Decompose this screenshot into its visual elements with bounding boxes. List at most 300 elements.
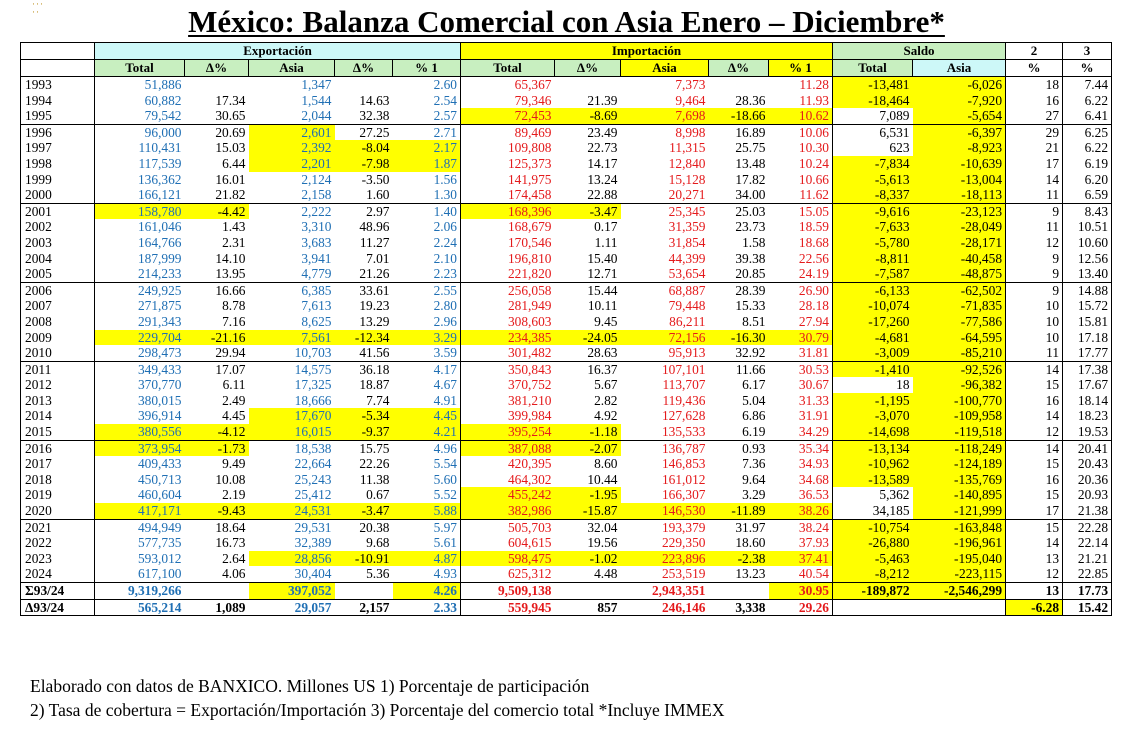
saldo-group-header: Saldo <box>833 43 1006 60</box>
trade-share-cell: 19.53 <box>1063 424 1112 440</box>
import-asia-delta-cell: 28.39 <box>709 282 769 298</box>
import-asia-delta-cell: 23.73 <box>735 219 766 235</box>
export-asia-cell: 7,613 <box>301 298 332 314</box>
col2-subheader: % <box>1006 60 1063 77</box>
import-asia-cell: 25,345 <box>621 203 709 219</box>
saldo-asia-cell: -77,586 <box>913 314 1006 330</box>
saldo-total-cell: 6,531 <box>833 124 913 140</box>
export-total-cell: 417,171 <box>95 503 185 519</box>
export-delta-cell: -4.42 <box>185 203 249 219</box>
export-total-cell: 229,704 <box>95 330 185 346</box>
trade-share-cell: 17.67 <box>1063 377 1112 393</box>
import-total-cell: 196,810 <box>461 251 555 267</box>
import-asia-cell: 146,530 <box>621 503 709 519</box>
export-asia-cell: 25,412 <box>294 487 332 503</box>
export-share-cell: 1.56 <box>393 172 461 188</box>
export-asia-delta-cell: 0.67 <box>366 487 390 503</box>
import-delta-cell: -1.02 <box>555 551 621 567</box>
import-asia-cell: 20,271 <box>668 187 706 203</box>
import-share-cell: 27.94 <box>769 314 833 330</box>
export-asia-delta-cell: 14.63 <box>359 92 390 108</box>
import-asia-cell: 8,998 <box>621 124 709 140</box>
export-total-cell: 349,433 <box>95 361 185 377</box>
export-total-cell: 187,999 <box>95 251 185 267</box>
import-asia-cell: 12,840 <box>668 155 706 171</box>
import-asia-delta-cell: 32.92 <box>735 345 766 361</box>
import-delta-cell: 5.67 <box>594 377 618 393</box>
coverage-rate-cell: 14 <box>1006 361 1063 377</box>
trade-share-cell: 18.23 <box>1063 408 1112 424</box>
trade-share-cell: 6.22 <box>1063 140 1112 156</box>
export-total-cell: 370,770 <box>95 377 185 393</box>
import-asia-cell: 68,887 <box>621 282 709 298</box>
import-asia-cell: 31,854 <box>668 234 706 250</box>
saldo-asia-cell: -10,639 <box>913 156 1006 172</box>
year-cell: 2011 <box>21 361 95 377</box>
table-row <box>21 393 1112 409</box>
trade-share-cell: 15.42 <box>1063 599 1112 616</box>
export-share-cell: 2.06 <box>393 219 461 235</box>
import-share-cell: 31.81 <box>769 345 833 361</box>
saldo-total-cell: -13,589 <box>833 472 913 488</box>
import-asia-delta-cell: 11.66 <box>709 361 769 377</box>
import-delta-cell: -3.47 <box>555 203 621 219</box>
import-asia-delta-cell: 5.04 <box>742 392 766 408</box>
saldo-asia-cell: -92,526 <box>913 361 1006 377</box>
coverage-rate-cell: 12 <box>1006 566 1063 582</box>
saldo-total-cell: -6,133 <box>833 282 913 298</box>
import-delta-cell: 2.82 <box>594 392 618 408</box>
coverage-rate-cell: 12 <box>1006 424 1063 440</box>
table-row <box>21 235 1112 251</box>
import-asia-cell: 72,156 <box>621 330 709 346</box>
export-asia-delta-cell: 2,157 <box>335 599 393 616</box>
saldo-total-cell: 7,089 <box>833 108 913 124</box>
coverage-rate-cell: 14 <box>1006 535 1063 551</box>
import-delta-cell: 8.60 <box>594 456 618 472</box>
export-total-cell: 577,735 <box>95 535 185 551</box>
trade-share-cell: 6.20 <box>1063 172 1112 188</box>
import-asia-cell: 7,373 <box>621 77 709 93</box>
export-total-cell: 271,875 <box>95 298 185 314</box>
export-asia-cell: 1,347 <box>249 77 335 93</box>
export-share-cell: 4.21 <box>393 424 461 440</box>
export-asia-delta-cell: 48.96 <box>359 219 390 235</box>
import-total-cell: 301,482 <box>461 345 555 361</box>
saldo-total-cell: 5,362 <box>833 487 913 503</box>
export-asia-cell: 3,683 <box>301 234 332 250</box>
year-cell: 2015 <box>21 424 95 440</box>
import-total-cell: 420,395 <box>461 456 555 472</box>
table-row <box>21 156 1112 172</box>
export-total-cell: 450,713 <box>95 472 185 488</box>
import-total-cell: 170,546 <box>461 235 555 251</box>
export-total-cell: 565,214 <box>95 599 185 616</box>
import-total-cell: 141,975 <box>461 172 555 188</box>
year-cell: 2009 <box>21 330 95 346</box>
export-share-cell: 5.52 <box>393 487 461 503</box>
export-asia-cell: 3,941 <box>301 250 332 266</box>
trade-share-cell: 20.36 <box>1063 472 1112 488</box>
table-row <box>21 440 1112 456</box>
saldo-total-cell: -9,616 <box>833 203 913 219</box>
import-asia-delta-cell: 25.75 <box>735 140 766 156</box>
import-share-cell: 30.95 <box>769 583 833 600</box>
import-delta-cell: 23.49 <box>555 124 621 140</box>
import-asia-delta-cell: 8.51 <box>742 313 766 329</box>
export-asia-cell: 2,158 <box>301 187 332 203</box>
import-asia-cell: 107,101 <box>621 361 709 377</box>
import-total-cell: 221,820 <box>461 266 555 282</box>
table-row <box>21 472 1112 488</box>
coverage-rate-cell: 14 <box>1006 408 1063 424</box>
export-delta-cell: 15.03 <box>215 140 246 156</box>
export-asia-delta-cell: 21.26 <box>359 266 390 282</box>
import-delta-cell: 28.63 <box>587 345 618 361</box>
saldo-total-cell: 623 <box>833 140 913 156</box>
trade-share-cell: 17.38 <box>1063 361 1112 377</box>
import-asia-cell: 15,128 <box>668 171 706 187</box>
export-total-cell: 396,914 <box>95 408 185 424</box>
import-total-cell: 109,808 <box>461 140 555 156</box>
table-row <box>21 187 1112 203</box>
export-delta-cell: 20.69 <box>185 124 249 140</box>
import-asia-cell: 2,943,351 <box>621 583 709 600</box>
import-share-cell: 30.79 <box>769 330 833 346</box>
export-share-cell: 5.60 <box>393 472 461 488</box>
saldo-total-cell: 34,185 <box>833 503 913 519</box>
trade-share-cell: 6.41 <box>1063 108 1112 124</box>
export-asia-delta-cell: -12.34 <box>335 330 393 346</box>
export-share-cell: 1.30 <box>393 187 461 203</box>
import-asia-delta-cell: -18.66 <box>709 108 769 124</box>
import-delta-cell: 4.48 <box>594 566 618 582</box>
export-asia-delta-cell: -8.04 <box>335 140 393 156</box>
export-asia-delta-cell: 7.74 <box>366 392 390 408</box>
import-asia-cell: 95,913 <box>668 345 706 361</box>
saldo-asia-cell: -13,004 <box>913 172 1006 188</box>
import-delta-cell: 10.11 <box>587 298 618 314</box>
export-delta-cell: 2.49 <box>222 392 246 408</box>
export-asia-delta-cell: -9.37 <box>335 424 393 440</box>
export-share-cell: 4.17 <box>393 361 461 377</box>
export-total-cell: 494,949 <box>95 519 185 535</box>
saldo-total-cell: -5,613 <box>833 172 913 188</box>
export-asia-delta-cell: -7.98 <box>335 156 393 172</box>
export-asia-delta-cell: -3.50 <box>361 171 390 187</box>
export-share-cell: 3.29 <box>393 330 461 346</box>
year-cell: 2019 <box>21 487 95 503</box>
export-asia-delta-cell: 22.26 <box>359 456 390 472</box>
table-row <box>21 566 1112 582</box>
export-delta-cell: -9.43 <box>185 503 249 519</box>
saldo-total-cell: -5,463 <box>833 551 913 567</box>
import-asia-delta-cell <box>709 77 769 93</box>
export-asia-cell: 7,561 <box>249 330 335 346</box>
coverage-rate-cell: 15 <box>1006 456 1063 472</box>
export-share-cell: 4.26 <box>393 583 461 600</box>
year-cell: 1995 <box>21 108 95 124</box>
import-share-cell: 11.62 <box>769 187 833 203</box>
import-total-cell: 559,945 <box>461 599 555 616</box>
year-cell: 2020 <box>21 503 95 519</box>
export-share-cell: 4.87 <box>393 551 461 567</box>
export-total-cell: 117,539 <box>95 156 185 172</box>
export-delta-cell: 1.43 <box>222 219 246 235</box>
export-total-cell: 9,319,266 <box>95 583 185 600</box>
export-share-cell: 2.96 <box>393 314 461 330</box>
table-row <box>21 298 1112 314</box>
year-cell: 2007 <box>21 298 95 314</box>
imp-delta-subheader: Δ% <box>555 60 621 77</box>
import-asia-delta-cell: 25.03 <box>709 203 769 219</box>
coverage-rate-cell: 10 <box>1006 330 1063 346</box>
trade-share-cell: 20.43 <box>1063 456 1112 472</box>
table-row <box>21 77 1112 93</box>
table-row <box>21 361 1112 377</box>
import-total-cell: 79,346 <box>461 93 555 109</box>
export-total-cell: 617,100 <box>95 566 185 582</box>
import-total-cell: 464,302 <box>461 472 555 488</box>
year-subheader <box>21 60 95 77</box>
import-total-cell: 370,752 <box>461 377 555 393</box>
export-asia-delta-cell: 27.25 <box>335 124 393 140</box>
saldo-asia-cell: -48,875 <box>913 266 1006 282</box>
trade-share-cell: 18.14 <box>1063 393 1112 409</box>
coverage-rate-cell: 11 <box>1006 187 1063 203</box>
saldo-total-cell: -13,134 <box>833 440 913 456</box>
import-total-cell: 455,242 <box>461 487 555 503</box>
export-delta-cell: 16.01 <box>215 171 246 187</box>
import-asia-delta-cell: 6.86 <box>742 408 766 424</box>
imp-total-subheader: Total <box>461 60 555 77</box>
saldo-asia-cell: -118,249 <box>913 440 1006 456</box>
import-asia-delta-cell: 16.89 <box>709 124 769 140</box>
trade-share-cell: 10.51 <box>1063 219 1112 235</box>
import-asia-delta-cell: 6.17 <box>742 377 766 393</box>
import-group-header: Importación <box>461 43 833 60</box>
import-total-cell: 9,509,138 <box>461 583 555 600</box>
trade-share-cell: 15.81 <box>1063 314 1112 330</box>
coverage-rate-cell: 11 <box>1006 345 1063 361</box>
trade-share-cell: 21.21 <box>1063 551 1112 567</box>
export-asia-cell: 2,201 <box>249 156 335 172</box>
export-asia-cell: 22,664 <box>294 456 332 472</box>
year-cell: 2004 <box>21 251 95 267</box>
import-total-cell: 308,603 <box>461 314 555 330</box>
import-delta-cell <box>555 77 621 93</box>
trade-share-cell: 14.88 <box>1063 282 1112 298</box>
export-total-cell: 96,000 <box>95 124 185 140</box>
trade-share-cell: 7.44 <box>1063 77 1112 93</box>
coverage-rate-cell: 21 <box>1006 140 1063 156</box>
export-share-cell: 3.59 <box>393 345 461 361</box>
export-share-cell: 2.60 <box>393 77 461 93</box>
import-asia-cell: 53,654 <box>668 266 706 282</box>
export-delta-cell: 17.34 <box>215 92 246 108</box>
import-share-cell: 31.91 <box>769 408 833 424</box>
table-row <box>21 345 1112 361</box>
saldo-asia-cell: -28,049 <box>913 219 1006 235</box>
table-row <box>21 93 1112 109</box>
saldo-asia-cell: -196,961 <box>913 535 1006 551</box>
year-cell: 2022 <box>21 535 95 551</box>
export-asia-cell: 18,538 <box>249 440 335 456</box>
saldo-asia-cell: -121,999 <box>913 503 1006 519</box>
export-total-cell: 214,233 <box>95 266 185 282</box>
saldo-total-cell: -3,070 <box>833 408 913 424</box>
export-asia-delta-cell: -5.34 <box>335 408 393 424</box>
import-share-cell: 38.26 <box>769 503 833 519</box>
coverage-rate-cell: 11 <box>1006 219 1063 235</box>
trade-share-cell: 17.77 <box>1063 345 1112 361</box>
export-asia-cell: 6,385 <box>249 282 335 298</box>
import-share-cell: 10.06 <box>769 124 833 140</box>
table-row <box>21 377 1112 393</box>
table-row <box>21 203 1112 219</box>
saldo-total-cell: -17,260 <box>833 314 913 330</box>
col2-header: 2 <box>1006 43 1063 60</box>
import-share-cell: 40.54 <box>769 566 833 582</box>
year-cell: 2018 <box>21 472 95 488</box>
import-delta-cell: -15.87 <box>555 503 621 519</box>
saldo-total-cell: -13,481 <box>833 77 913 93</box>
exp-delta-subheader: Δ% <box>185 60 249 77</box>
export-asia-delta-cell: 1.60 <box>366 187 390 203</box>
import-share-cell: 18.68 <box>769 235 833 251</box>
trade-balance-table <box>20 42 1112 616</box>
coverage-rate-cell: 13 <box>1006 551 1063 567</box>
trade-share-cell: 13.40 <box>1063 266 1112 282</box>
import-delta-cell: 32.04 <box>555 519 621 535</box>
export-asia-delta-cell: 7.01 <box>366 250 390 266</box>
import-delta-cell: 14.17 <box>587 155 618 171</box>
import-share-cell: 10.66 <box>769 172 833 188</box>
coverage-rate-cell: 14 <box>1006 440 1063 456</box>
import-asia-cell: 136,787 <box>621 440 709 456</box>
saldo-asia-cell <box>913 599 1006 616</box>
year-cell: 2008 <box>21 314 95 330</box>
export-asia-cell: 397,052 <box>249 583 335 600</box>
saldo-asia-cell: -100,770 <box>913 393 1006 409</box>
saldo-asia-cell: -62,502 <box>913 282 1006 298</box>
saldo-total-cell: -5,780 <box>833 235 913 251</box>
saldo-total-cell: -8,212 <box>833 566 913 582</box>
saldo-asia-cell: -6,026 <box>913 77 1006 93</box>
export-asia-delta-cell: 2.97 <box>335 203 393 219</box>
import-asia-cell: 79,448 <box>668 298 706 314</box>
export-share-cell: 2.71 <box>393 124 461 140</box>
export-asia-cell: 2,222 <box>249 203 335 219</box>
import-asia-delta-cell: 18.60 <box>735 535 766 551</box>
saldo-asia-cell: -140,895 <box>913 487 1006 503</box>
exp-share-subheader: % 1 <box>393 60 461 77</box>
export-delta-cell: 14.10 <box>215 250 246 266</box>
saldo-total-cell: -8,811 <box>833 251 913 267</box>
export-delta-cell: 16.73 <box>215 535 246 551</box>
trade-share-cell: 17.18 <box>1063 330 1112 346</box>
export-total-cell: 51,886 <box>95 77 185 93</box>
import-asia-cell: 31,359 <box>668 219 706 235</box>
import-total-cell: 598,475 <box>461 551 555 567</box>
import-asia-cell: 193,379 <box>621 519 709 535</box>
exp-total-subheader: Total <box>95 60 185 77</box>
import-asia-cell: 119,436 <box>662 392 706 408</box>
export-share-cell: 2.54 <box>393 93 461 109</box>
export-asia-cell: 17,325 <box>294 377 332 393</box>
trade-share-cell: 6.19 <box>1063 156 1112 172</box>
saldo-total-cell <box>833 599 913 616</box>
trade-share-cell: 12.56 <box>1063 251 1112 267</box>
coverage-rate-cell: 16 <box>1006 472 1063 488</box>
coverage-rate-cell: 13 <box>1006 583 1063 600</box>
import-share-cell: 28.18 <box>769 298 833 314</box>
year-cell: 2002 <box>21 219 95 235</box>
table-row <box>21 314 1112 330</box>
import-delta-cell: -2.07 <box>555 440 621 456</box>
export-asia-delta-cell: -10.91 <box>335 551 393 567</box>
year-cell: 2013 <box>21 393 95 409</box>
import-total-cell: 174,458 <box>461 187 555 203</box>
corner-cell <box>21 43 95 60</box>
year-cell: 1996 <box>21 124 95 140</box>
import-total-cell: 168,396 <box>461 203 555 219</box>
import-total-cell: 72,453 <box>461 108 555 124</box>
export-asia-cell: 32,389 <box>294 535 332 551</box>
import-share-cell: 10.30 <box>769 140 833 156</box>
imp-asia-subheader: Asia <box>621 60 709 77</box>
export-asia-cell: 10,703 <box>294 345 332 361</box>
import-delta-cell: 21.39 <box>587 92 618 108</box>
saldo-total-cell: -189,872 <box>833 583 913 600</box>
footer-note-1: Elaborado con datos de BANXICO. Millones US 1) Porcentaje de participación <box>30 676 590 696</box>
export-asia-cell: 28,856 <box>249 551 335 567</box>
export-asia-cell: 16,015 <box>249 424 335 440</box>
export-share-cell: 2.80 <box>393 298 461 314</box>
import-asia-delta-cell: 1.58 <box>742 234 766 250</box>
saldo-asia-cell: -71,835 <box>913 298 1006 314</box>
saldo-total-cell: -8,337 <box>833 187 913 203</box>
export-asia-delta-cell: 36.18 <box>335 361 393 377</box>
export-asia-cell: 18,666 <box>294 392 332 408</box>
import-total-cell: 399,984 <box>461 408 555 424</box>
export-delta-cell: -1.73 <box>185 440 249 456</box>
saldo-asia-cell: -85,210 <box>913 345 1006 361</box>
coverage-rate-cell: 16 <box>1006 393 1063 409</box>
export-total-cell: 164,766 <box>95 235 185 251</box>
import-total-cell: 505,703 <box>461 519 555 535</box>
import-share-cell: 10.62 <box>769 108 833 124</box>
import-total-cell: 625,312 <box>461 566 555 582</box>
export-delta-cell: 4.45 <box>222 408 246 424</box>
table-row <box>21 487 1112 503</box>
export-total-cell: 373,954 <box>95 440 185 456</box>
export-asia-delta-cell: 15.75 <box>335 440 393 456</box>
export-total-cell: 291,343 <box>95 314 185 330</box>
export-delta-cell: -21.16 <box>185 330 249 346</box>
saldo-total-cell: -18,464 <box>833 93 913 109</box>
export-share-cell: 1.87 <box>393 156 461 172</box>
export-delta-cell: -4.12 <box>185 424 249 440</box>
trade-share-cell: 6.25 <box>1063 124 1112 140</box>
col3-header: 3 <box>1063 43 1112 60</box>
table-row <box>21 583 1112 600</box>
import-delta-cell: 16.37 <box>555 361 621 377</box>
table-row <box>21 282 1112 298</box>
import-delta-cell: -1.95 <box>555 487 621 503</box>
export-asia-cell: 2,601 <box>249 124 335 140</box>
trade-share-cell: 21.38 <box>1063 503 1112 519</box>
